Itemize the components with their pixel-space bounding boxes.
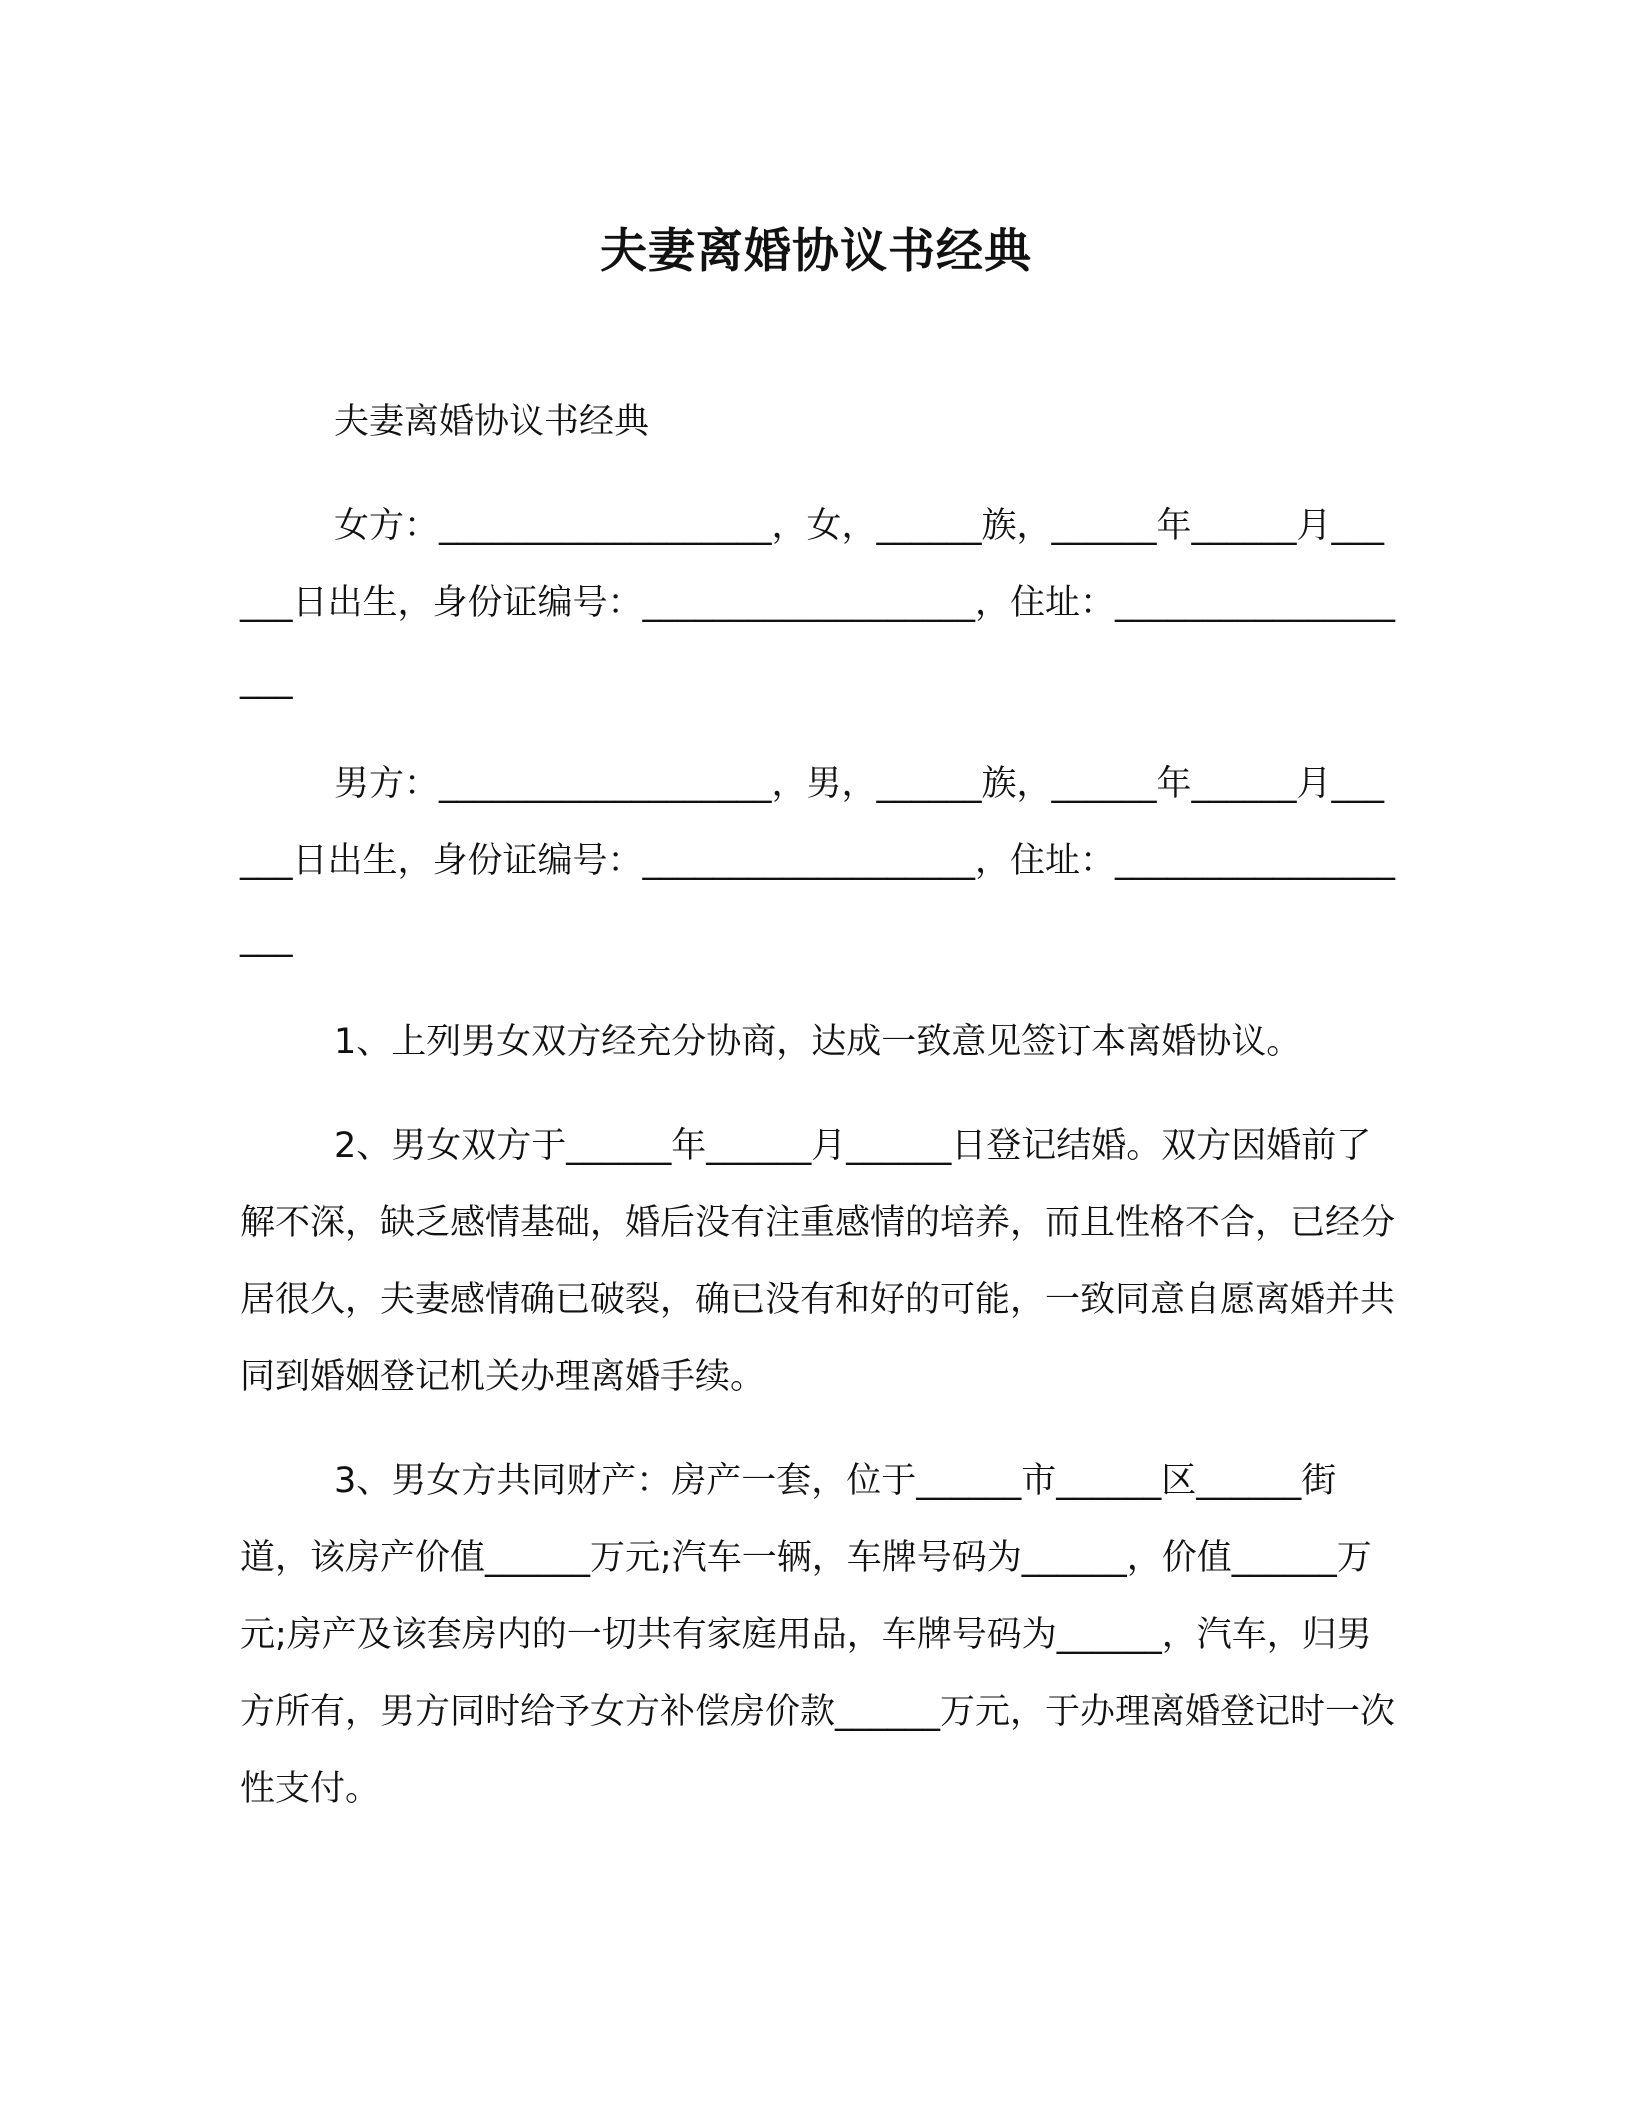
document-body (240, 384, 1400, 1855)
clause-2-paragraph: 2、男女双方于______年______月______日登记结婚。双方因婚前了解不深，缺乏感情基础，婚后没有注重感情的培养，而且性格不合，已经分居很久，夫妻感情确已破裂，确已没有和好的可能，一致同意自愿离婚并共同到婚姻登记机关办理离婚手续。 (240, 1126, 1396, 1397)
male-party-paragraph: 男方：___________________，男，______族，______年______月______日出生，身份证编号：___________________，住址：___________________ (240, 764, 1396, 958)
clause-1-paragraph: 1、上列男女双方经充分协商，达成一致意见签订本离婚协议。 (334, 1022, 1302, 1062)
female-party-paragraph: 女方：___________________，女，______族，______年______月______日出生，身份证编号：___________________，住址：___________________ (240, 506, 1396, 700)
subtitle-paragraph: 夫妻离婚协议书经典 (334, 402, 650, 442)
clause-3-paragraph: 3、男女方共同财产：房产一套，位于______市______区______街道，该房产价值______万元;汽车一辆，车牌号码为______，价值______万元;房产及该套房内的一切共有家庭用品，车牌号码为______，汽车，归男方所有，男方同时给予女方补偿房价款______万元，于办理离婚登记时一次性支付。 (240, 1461, 1396, 1809)
document-title: 夫妻离婚协议书经典 (600, 224, 1032, 279)
